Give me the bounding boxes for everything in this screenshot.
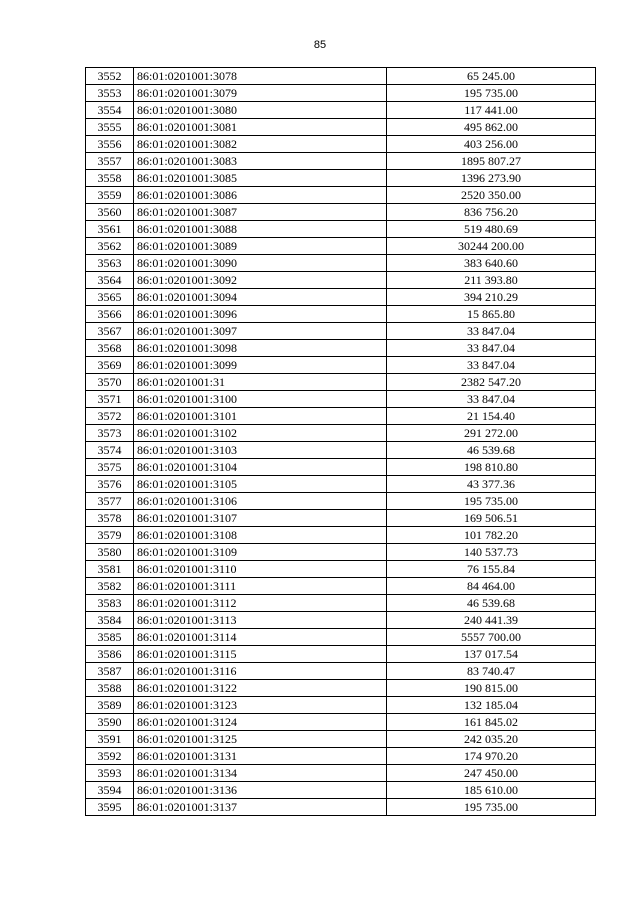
row-number-cell: 3592	[86, 748, 134, 765]
row-number-cell: 3590	[86, 714, 134, 731]
cadastral-number-cell: 86:01:0201001:3107	[134, 510, 387, 527]
registry-table	[85, 67, 596, 816]
value-cell: 140 537.73	[387, 544, 596, 561]
row-number-cell: 3555	[86, 119, 134, 136]
row-number-cell: 3577	[86, 493, 134, 510]
value-cell: 195 735.00	[387, 493, 596, 510]
table-row	[86, 391, 596, 408]
cadastral-number-cell: 86:01:0201001:3090	[134, 255, 387, 272]
row-number-cell: 3576	[86, 476, 134, 493]
cadastral-number-cell: 86:01:0201001:3114	[134, 629, 387, 646]
table-row	[86, 765, 596, 782]
value-cell: 30244 200.00	[387, 238, 596, 255]
table-row	[86, 527, 596, 544]
cadastral-number-cell: 86:01:0201001:3097	[134, 323, 387, 340]
value-cell: 46 539.68	[387, 595, 596, 612]
table-row	[86, 340, 596, 357]
table-row	[86, 595, 596, 612]
cadastral-number-cell: 86:01:0201001:3096	[134, 306, 387, 323]
row-number-cell: 3559	[86, 187, 134, 204]
cadastral-number-cell: 86:01:0201001:3123	[134, 697, 387, 714]
value-cell: 242 035.20	[387, 731, 596, 748]
row-number-cell: 3580	[86, 544, 134, 561]
table-row	[86, 782, 596, 799]
row-number-cell: 3584	[86, 612, 134, 629]
cadastral-number-cell: 86:01:0201001:3099	[134, 357, 387, 374]
table-row	[86, 238, 596, 255]
cadastral-number-cell: 86:01:0201001:3105	[134, 476, 387, 493]
cadastral-number-cell: 86:01:0201001:3110	[134, 561, 387, 578]
cadastral-number-cell: 86:01:0201001:3137	[134, 799, 387, 816]
value-cell: 240 441.39	[387, 612, 596, 629]
value-cell: 247 450.00	[387, 765, 596, 782]
row-number-cell: 3554	[86, 102, 134, 119]
value-cell: 83 740.47	[387, 663, 596, 680]
table-row	[86, 204, 596, 221]
registry-table-body	[86, 68, 596, 816]
table-row	[86, 306, 596, 323]
table-row	[86, 510, 596, 527]
row-number-cell: 3589	[86, 697, 134, 714]
table-row	[86, 323, 596, 340]
table-row	[86, 799, 596, 816]
value-cell: 190 815.00	[387, 680, 596, 697]
value-cell: 185 610.00	[387, 782, 596, 799]
row-number-cell: 3572	[86, 408, 134, 425]
row-number-cell: 3571	[86, 391, 134, 408]
row-number-cell: 3569	[86, 357, 134, 374]
row-number-cell: 3563	[86, 255, 134, 272]
cadastral-number-cell: 86:01:0201001:3087	[134, 204, 387, 221]
table-row	[86, 680, 596, 697]
row-number-cell: 3558	[86, 170, 134, 187]
row-number-cell: 3565	[86, 289, 134, 306]
value-cell: 169 506.51	[387, 510, 596, 527]
table-row	[86, 425, 596, 442]
table-row	[86, 374, 596, 391]
table-row	[86, 612, 596, 629]
value-cell: 495 862.00	[387, 119, 596, 136]
table-row	[86, 476, 596, 493]
cadastral-number-cell: 86:01:0201001:31	[134, 374, 387, 391]
cadastral-number-cell: 86:01:0201001:3078	[134, 68, 387, 85]
row-number-cell: 3553	[86, 85, 134, 102]
table-row	[86, 714, 596, 731]
cadastral-number-cell: 86:01:0201001:3108	[134, 527, 387, 544]
row-number-cell: 3582	[86, 578, 134, 595]
cadastral-number-cell: 86:01:0201001:3106	[134, 493, 387, 510]
row-number-cell: 3567	[86, 323, 134, 340]
value-cell: 5557 700.00	[387, 629, 596, 646]
table-row	[86, 272, 596, 289]
table-row	[86, 697, 596, 714]
table-row	[86, 748, 596, 765]
row-number-cell: 3595	[86, 799, 134, 816]
row-number-cell: 3591	[86, 731, 134, 748]
cadastral-number-cell: 86:01:0201001:3086	[134, 187, 387, 204]
row-number-cell: 3588	[86, 680, 134, 697]
cadastral-number-cell: 86:01:0201001:3125	[134, 731, 387, 748]
cadastral-number-cell: 86:01:0201001:3124	[134, 714, 387, 731]
value-cell: 195 735.00	[387, 85, 596, 102]
value-cell: 21 154.40	[387, 408, 596, 425]
row-number-cell: 3585	[86, 629, 134, 646]
value-cell: 291 272.00	[387, 425, 596, 442]
cadastral-number-cell: 86:01:0201001:3136	[134, 782, 387, 799]
table-row	[86, 459, 596, 476]
cadastral-number-cell: 86:01:0201001:3079	[134, 85, 387, 102]
table-row	[86, 493, 596, 510]
row-number-cell: 3573	[86, 425, 134, 442]
value-cell: 383 640.60	[387, 255, 596, 272]
cadastral-number-cell: 86:01:0201001:3115	[134, 646, 387, 663]
row-number-cell: 3581	[86, 561, 134, 578]
value-cell: 33 847.04	[387, 357, 596, 374]
table-row	[86, 119, 596, 136]
value-cell: 1895 807.27	[387, 153, 596, 170]
cadastral-number-cell: 86:01:0201001:3094	[134, 289, 387, 306]
value-cell: 836 756.20	[387, 204, 596, 221]
row-number-cell: 3564	[86, 272, 134, 289]
value-cell: 15 865.80	[387, 306, 596, 323]
table-row	[86, 255, 596, 272]
value-cell: 101 782.20	[387, 527, 596, 544]
cadastral-number-cell: 86:01:0201001:3109	[134, 544, 387, 561]
cadastral-number-cell: 86:01:0201001:3113	[134, 612, 387, 629]
cadastral-number-cell: 86:01:0201001:3092	[134, 272, 387, 289]
cadastral-number-cell: 86:01:0201001:3098	[134, 340, 387, 357]
table-row	[86, 629, 596, 646]
value-cell: 137 017.54	[387, 646, 596, 663]
row-number-cell: 3570	[86, 374, 134, 391]
table-row	[86, 357, 596, 374]
row-number-cell: 3560	[86, 204, 134, 221]
cadastral-number-cell: 86:01:0201001:3116	[134, 663, 387, 680]
value-cell: 76 155.84	[387, 561, 596, 578]
row-number-cell: 3561	[86, 221, 134, 238]
cadastral-number-cell: 86:01:0201001:3100	[134, 391, 387, 408]
row-number-cell: 3583	[86, 595, 134, 612]
value-cell: 84 464.00	[387, 578, 596, 595]
table-row	[86, 578, 596, 595]
value-cell: 403 256.00	[387, 136, 596, 153]
table-row	[86, 68, 596, 85]
value-cell: 33 847.04	[387, 340, 596, 357]
value-cell: 2382 547.20	[387, 374, 596, 391]
row-number-cell: 3562	[86, 238, 134, 255]
value-cell: 161 845.02	[387, 714, 596, 731]
table-row	[86, 221, 596, 238]
row-number-cell: 3586	[86, 646, 134, 663]
row-number-cell: 3557	[86, 153, 134, 170]
row-number-cell: 3566	[86, 306, 134, 323]
cadastral-number-cell: 86:01:0201001:3131	[134, 748, 387, 765]
value-cell: 132 185.04	[387, 697, 596, 714]
cadastral-number-cell: 86:01:0201001:3080	[134, 102, 387, 119]
table-row	[86, 408, 596, 425]
table-row	[86, 544, 596, 561]
row-number-cell: 3587	[86, 663, 134, 680]
cadastral-number-cell: 86:01:0201001:3082	[134, 136, 387, 153]
table-row	[86, 102, 596, 119]
value-cell: 198 810.80	[387, 459, 596, 476]
table-row	[86, 170, 596, 187]
table-row	[86, 289, 596, 306]
value-cell: 174 970.20	[387, 748, 596, 765]
value-cell: 65 245.00	[387, 68, 596, 85]
cadastral-number-cell: 86:01:0201001:3088	[134, 221, 387, 238]
cadastral-number-cell: 86:01:0201001:3102	[134, 425, 387, 442]
table-row	[86, 646, 596, 663]
cadastral-number-cell: 86:01:0201001:3111	[134, 578, 387, 595]
row-number-cell: 3578	[86, 510, 134, 527]
table-row	[86, 442, 596, 459]
table-row	[86, 561, 596, 578]
cadastral-number-cell: 86:01:0201001:3112	[134, 595, 387, 612]
cadastral-number-cell: 86:01:0201001:3085	[134, 170, 387, 187]
row-number-cell: 3552	[86, 68, 134, 85]
value-cell: 1396 273.90	[387, 170, 596, 187]
table-row	[86, 187, 596, 204]
value-cell: 46 539.68	[387, 442, 596, 459]
cadastral-number-cell: 86:01:0201001:3104	[134, 459, 387, 476]
value-cell: 195 735.00	[387, 799, 596, 816]
page-number: 85	[313, 39, 327, 51]
row-number-cell: 3579	[86, 527, 134, 544]
cadastral-number-cell: 86:01:0201001:3122	[134, 680, 387, 697]
table-row	[86, 136, 596, 153]
cadastral-number-cell: 86:01:0201001:3081	[134, 119, 387, 136]
table-row	[86, 85, 596, 102]
row-number-cell: 3594	[86, 782, 134, 799]
table-row	[86, 731, 596, 748]
row-number-cell: 3593	[86, 765, 134, 782]
value-cell: 33 847.04	[387, 323, 596, 340]
row-number-cell: 3568	[86, 340, 134, 357]
row-number-cell: 3556	[86, 136, 134, 153]
table-row	[86, 663, 596, 680]
cadastral-number-cell: 86:01:0201001:3083	[134, 153, 387, 170]
value-cell: 519 480.69	[387, 221, 596, 238]
value-cell: 394 210.29	[387, 289, 596, 306]
value-cell: 43 377.36	[387, 476, 596, 493]
value-cell: 211 393.80	[387, 272, 596, 289]
row-number-cell: 3574	[86, 442, 134, 459]
value-cell: 2520 350.00	[387, 187, 596, 204]
value-cell: 33 847.04	[387, 391, 596, 408]
cadastral-number-cell: 86:01:0201001:3134	[134, 765, 387, 782]
cadastral-number-cell: 86:01:0201001:3101	[134, 408, 387, 425]
cadastral-number-cell: 86:01:0201001:3089	[134, 238, 387, 255]
table-row	[86, 153, 596, 170]
row-number-cell: 3575	[86, 459, 134, 476]
cadastral-number-cell: 86:01:0201001:3103	[134, 442, 387, 459]
value-cell: 117 441.00	[387, 102, 596, 119]
